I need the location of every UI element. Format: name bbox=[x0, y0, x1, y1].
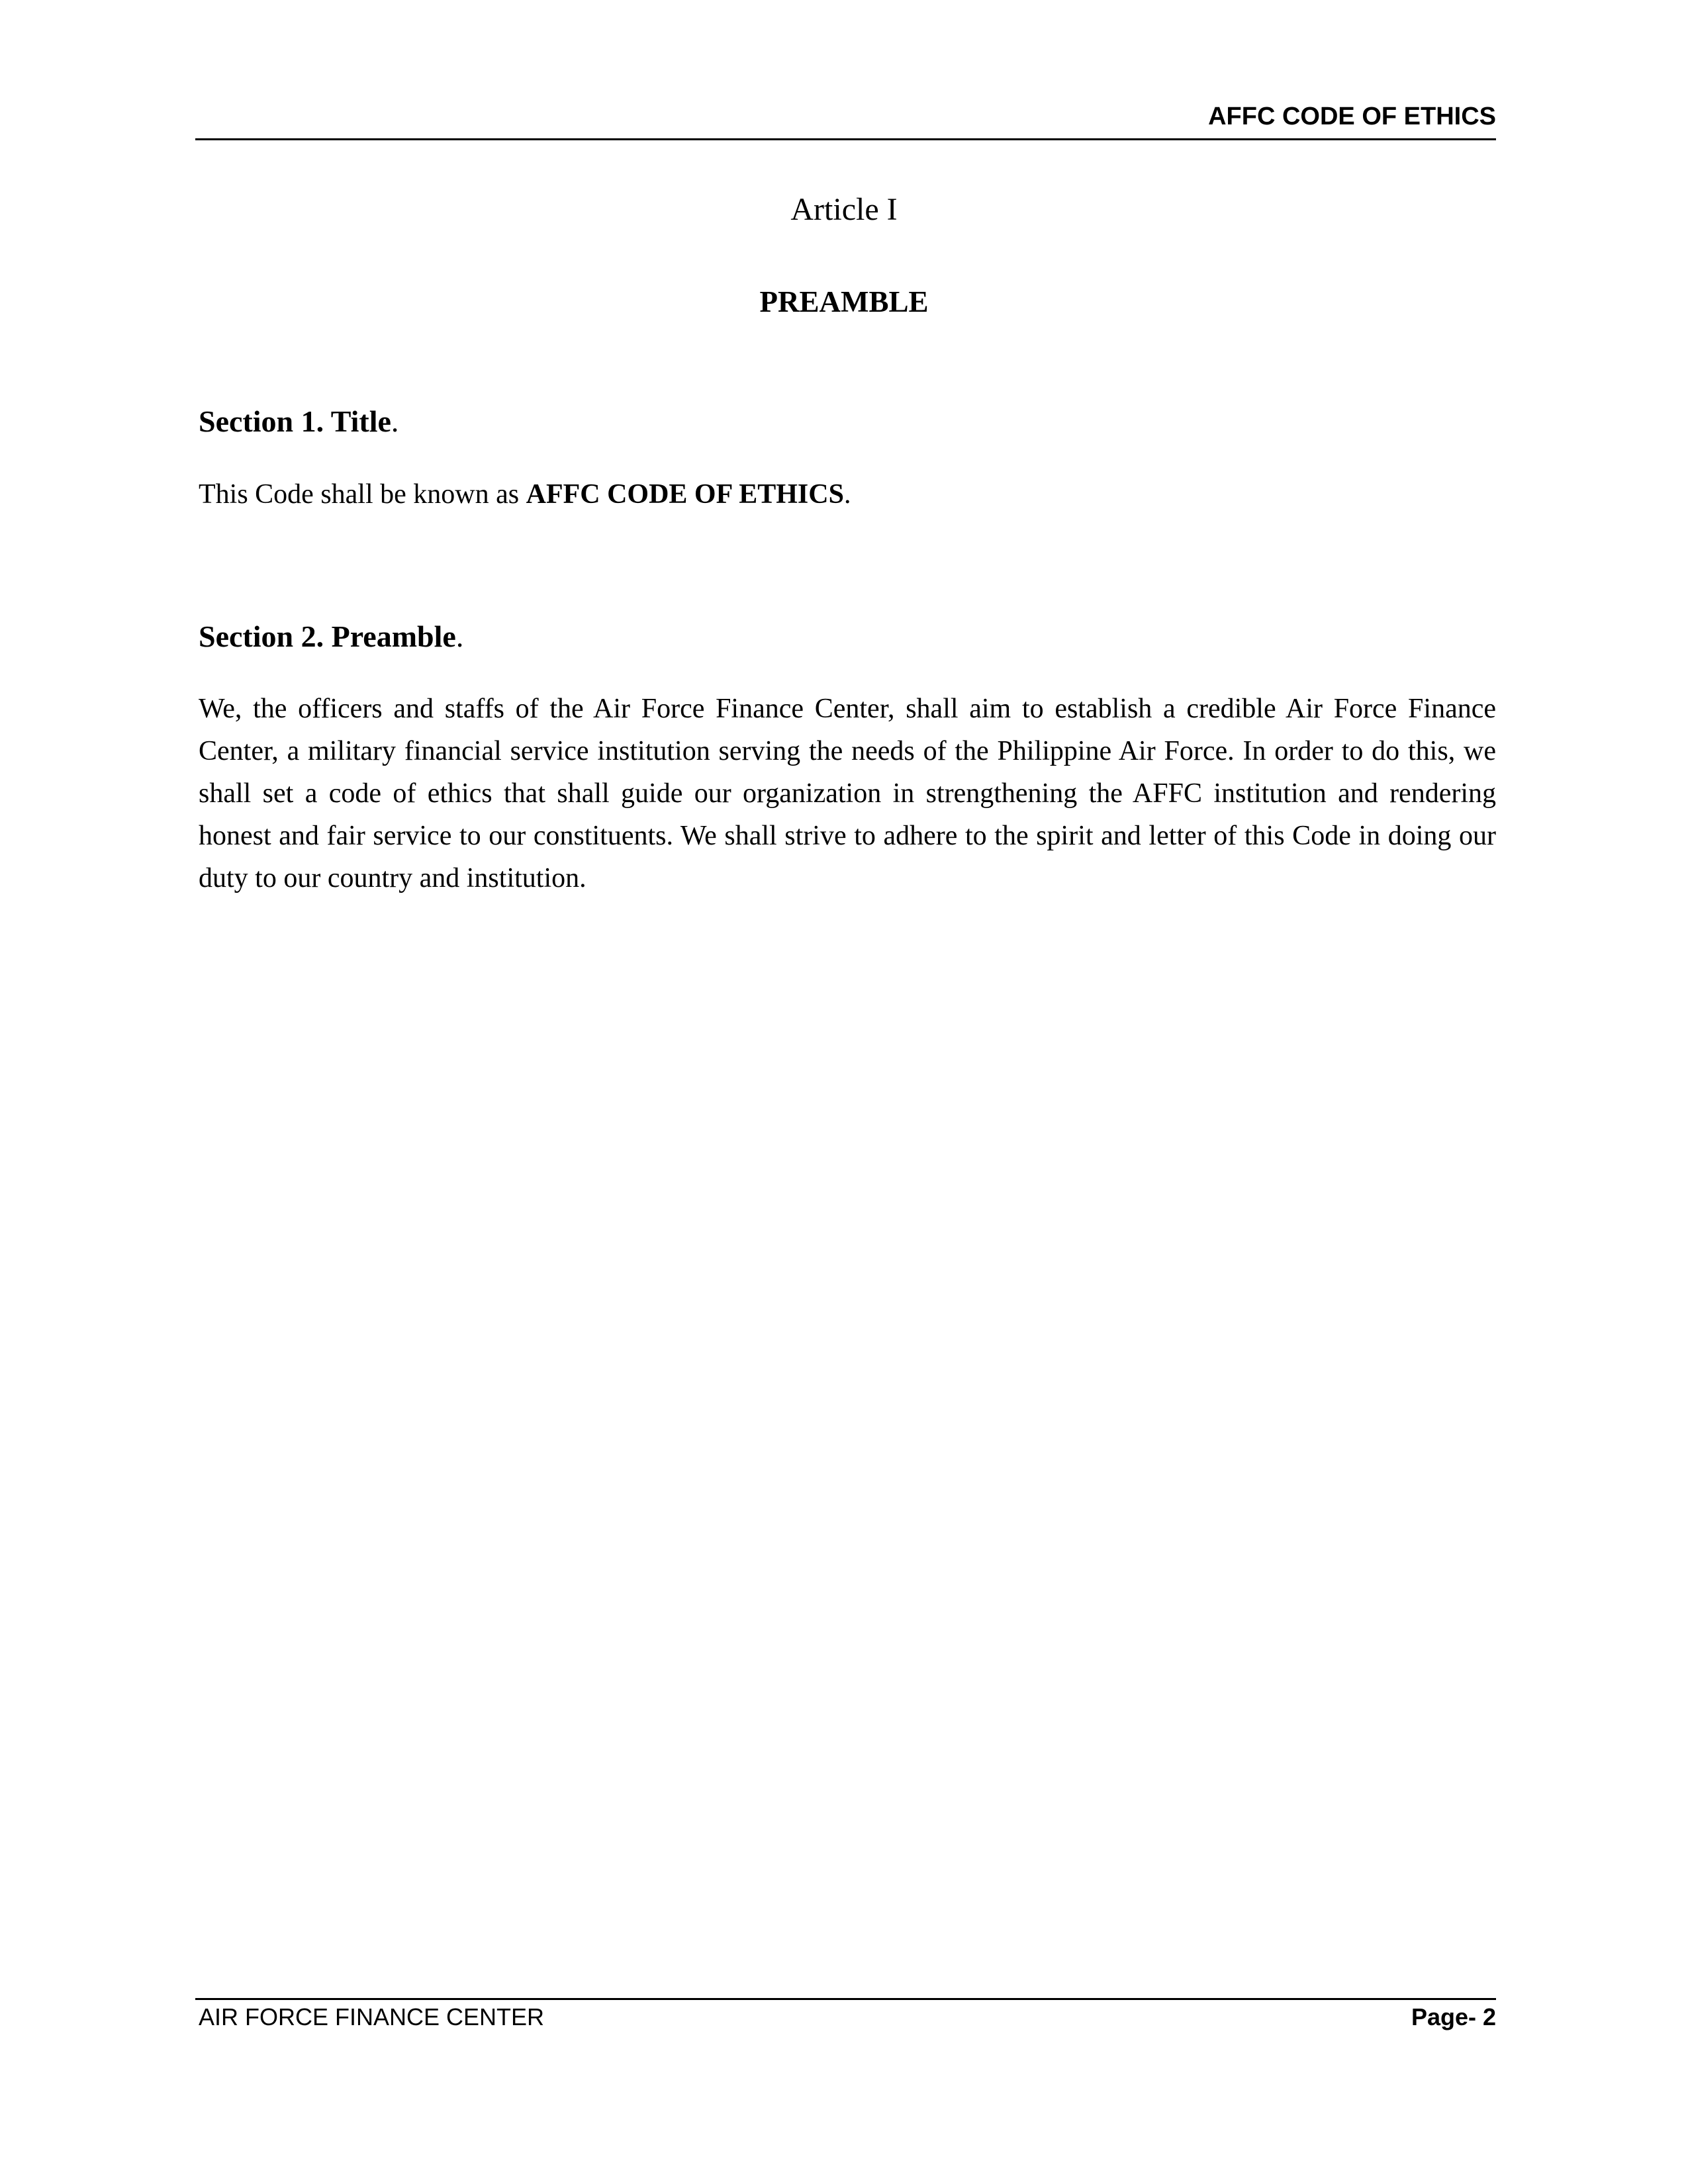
section-2-heading-text: Section 2. Preamble bbox=[199, 619, 456, 653]
footer-organization: AIR FORCE FINANCE CENTER bbox=[199, 2003, 545, 2030]
section-1-body bbox=[199, 473, 851, 516]
header-divider bbox=[195, 138, 1496, 140]
section-1-heading-suffix: . bbox=[391, 404, 399, 438]
section-1-heading-text: Section 1. Title bbox=[199, 404, 391, 438]
section-1-body-code-name: AFFC CODE OF ETHICS bbox=[526, 479, 844, 510]
section-2-heading bbox=[199, 617, 463, 656]
section-2-body: We, the officers and staffs of the Air Force Finance Center, shall aim to establish a credible Air Force Finance Center, a military financial service institution serving the needs of the Philippine Air Force. In order to do this, we shall set a code of ethics that shall guide our organization in strengthening the AFFC institution and rendering honest and fair service to our constituents. We shall strive to adhere to the spirit and letter of this Code in doing our duty to our country and institution. bbox=[199, 694, 1496, 893]
article-heading: PREAMBLE bbox=[759, 285, 929, 318]
footer-divider bbox=[195, 1998, 1496, 2000]
section-1-body-suffix: . bbox=[843, 479, 851, 510]
section-1-heading bbox=[199, 402, 399, 441]
section-2-heading-suffix: . bbox=[455, 619, 464, 653]
section-1-body-prefix: This Code shall be known as bbox=[199, 479, 526, 510]
page-number: Page- 2 bbox=[1411, 2003, 1496, 2030]
page-header-title: AFFC CODE OF ETHICS bbox=[1208, 103, 1496, 130]
article-title: Article I bbox=[790, 192, 898, 227]
